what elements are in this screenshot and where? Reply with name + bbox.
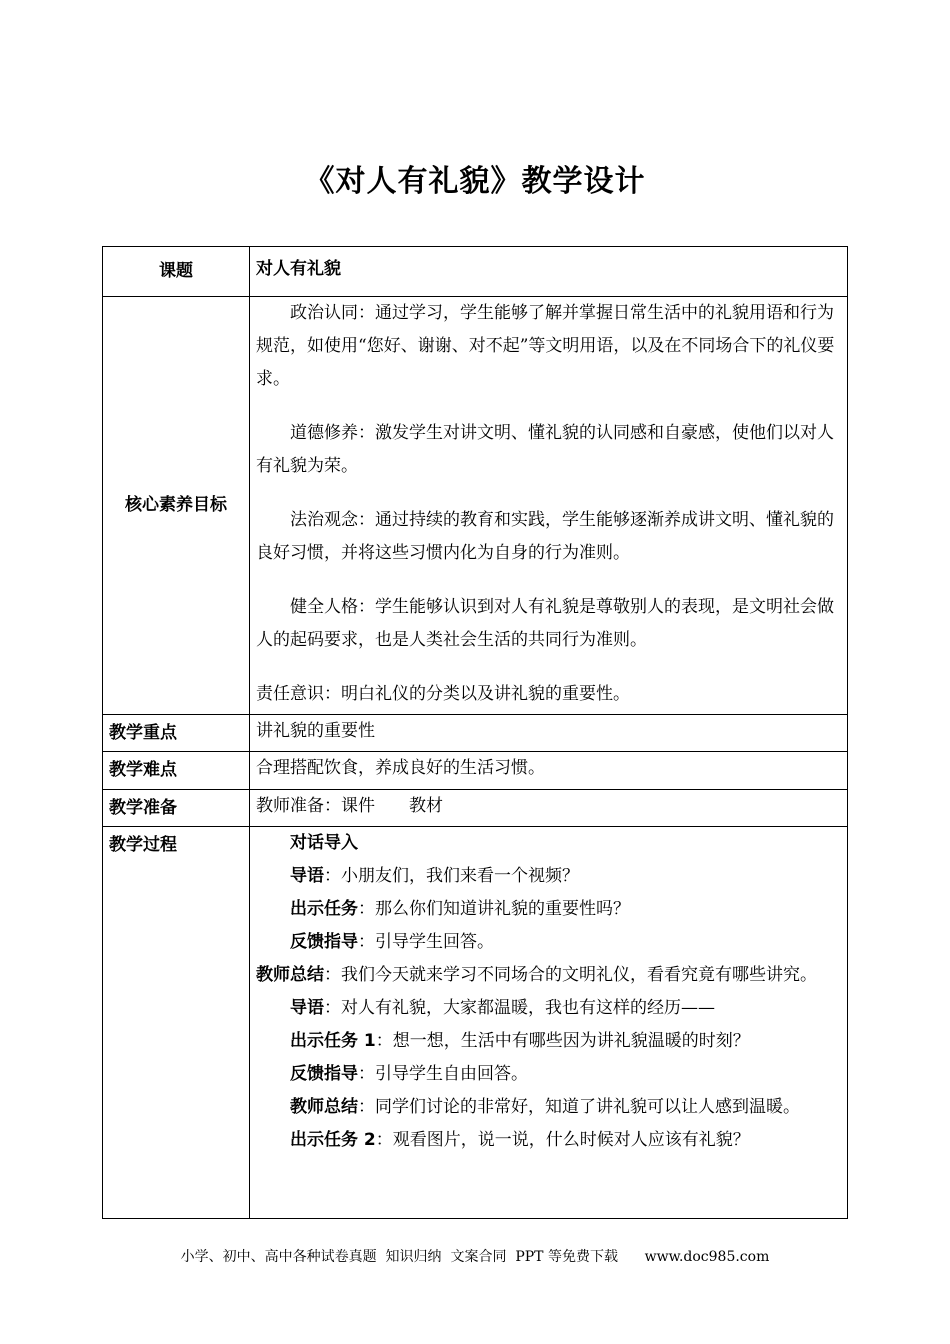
table-row — [103, 752, 848, 790]
table-row — [103, 715, 848, 752]
prep-value: 教师准备：课件 教材 — [250, 790, 848, 827]
lesson-plan-table — [102, 246, 848, 1219]
line-text: ：对人有礼貌，大家都温暖，我也有这样的经历—— — [324, 998, 715, 1018]
line-keyword: 教师总结 — [256, 965, 324, 985]
process-line — [256, 992, 841, 1025]
line-keyword: 出示任务 — [290, 899, 358, 919]
process-line — [256, 1124, 841, 1157]
row-label-core: 核心素养目标 — [103, 297, 250, 715]
line-text: ：我们今天就来学习不同场合的文明礼仪，看看究竟有哪些讲究。 — [324, 965, 817, 985]
difficulty-value: 合理搭配饮食，养成良好的生活习惯。 — [250, 752, 848, 790]
line-text: ：想一想，生活中有哪些因为讲礼貌温暖的时刻？ — [375, 1031, 750, 1051]
row-label-topic: 课题 — [103, 247, 250, 297]
line-text: ：引导学生回答。 — [358, 932, 494, 952]
table-row — [103, 247, 848, 297]
page-footer: 小学、初中、高中各种试卷真题 知识归纳 文案合同 PPT 等免费下载 www.doc985.com — [180, 1249, 770, 1265]
line-keyword: 出示任务 2 — [290, 1130, 376, 1150]
line-text: ：同学们讨论的非常好，知道了讲礼貌可以让人感到温暖。 — [358, 1097, 800, 1117]
line-keyword: 反馈指导 — [290, 932, 358, 952]
line-keyword: 出示任务 1 — [290, 1031, 376, 1051]
process-content — [250, 827, 848, 1219]
row-label-difficulty: 教学难点 — [103, 752, 250, 790]
goal-paragraph: 健全人格：学生能够认识到对人有礼貌是尊敬别人的表现，是文明社会做人的起码要求，也是人类社会生活的共同行为准则。 — [256, 597, 834, 650]
row-label-prep: 教学准备 — [103, 790, 250, 827]
line-keyword: 教师总结 — [290, 1097, 358, 1117]
page-title: 《对人有礼貌》教学设计 — [304, 164, 646, 199]
row-label-process: 教学过程 — [103, 827, 250, 1219]
row-label-focus: 教学重点 — [103, 715, 250, 752]
goal-paragraph: 政治认同：通过学习，学生能够了解并掌握日常生活中的礼貌用语和行为规范，如使用“您好、谢谢、对不起”等文明用语，以及在不同场合下的礼仪要求。 — [256, 303, 835, 389]
process-line — [256, 860, 841, 893]
core-goals — [250, 297, 848, 715]
process-line — [256, 1025, 841, 1058]
line-keyword: 导语 — [290, 866, 324, 886]
line-keyword: 反馈指导 — [290, 1064, 358, 1084]
table-row — [103, 790, 848, 827]
topic-value — [250, 247, 848, 297]
line-text: ：观看图片，说一说，什么时候对人应该有礼貌？ — [375, 1130, 750, 1150]
process-line — [256, 893, 841, 926]
topic-text: 对人有礼貌 — [256, 259, 341, 279]
line-keyword: 导语 — [290, 998, 324, 1018]
process-heading-text: 对话导入 — [290, 833, 358, 853]
goal-paragraph: 法治观念：通过持续的教育和实践，学生能够逐渐养成讲文明、懂礼貌的良好习惯，并将这些习惯内化为自身的行为准则。 — [256, 510, 834, 563]
process-line — [256, 1058, 841, 1091]
process-line — [256, 959, 841, 992]
process-line — [256, 926, 841, 959]
line-text: ：小朋友们，我们来看一个视频？ — [324, 866, 579, 886]
table-row — [103, 827, 848, 1219]
focus-value: 讲礼貌的重要性 — [250, 715, 848, 752]
line-text: ：引导学生自由回答。 — [358, 1064, 528, 1084]
line-text: ：那么你们知道讲礼貌的重要性吗？ — [358, 899, 630, 919]
process-line — [256, 1091, 841, 1124]
goal-paragraph: 责任意识：明白礼仪的分类以及讲礼貌的重要性。 — [256, 684, 630, 704]
table-row — [103, 297, 848, 715]
process-heading — [256, 827, 841, 860]
goal-paragraph: 道德修养：激发学生对讲文明、懂礼貌的认同感和自豪感，使他们以对人有礼貌为荣。 — [256, 423, 834, 476]
